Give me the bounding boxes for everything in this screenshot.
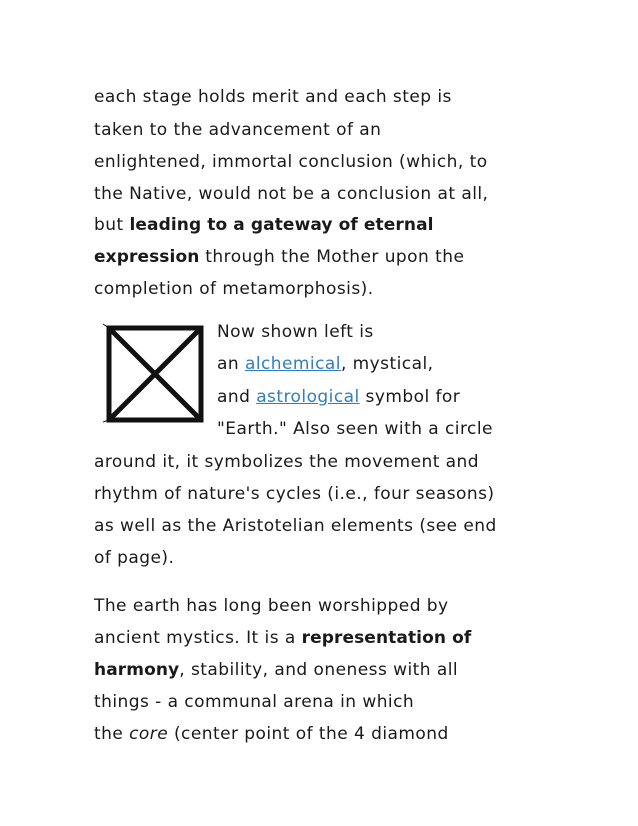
paragraph-2-line-4 xyxy=(217,417,493,441)
text: rhythm of nature's cycles (i.e., four seasons) xyxy=(94,484,495,504)
text: completion of metamorphosis). xyxy=(94,279,374,299)
paragraph-1-line-1 xyxy=(94,85,452,109)
text: each stage holds merit and each step is xyxy=(94,87,452,107)
alchemical-link[interactable]: alchemical xyxy=(244,354,341,374)
text: of page). xyxy=(94,548,175,568)
paragraph-2-line-7 xyxy=(94,514,497,538)
text: (center point of the 4 diamond xyxy=(168,724,449,744)
text: the Native, would not be a conclusion at all, xyxy=(94,184,489,204)
paragraph-2-line-1 xyxy=(217,320,374,344)
text: taken to the advancement of an xyxy=(94,120,382,140)
text: , mystical, xyxy=(340,354,434,374)
text: through the Mother upon the xyxy=(199,247,465,267)
paragraph-1-line-7 xyxy=(94,277,374,301)
paragraph-2-line-6 xyxy=(94,482,495,506)
text: around it, it symbolizes the movement and xyxy=(94,452,480,472)
text: The earth has long been worshipped by xyxy=(94,596,449,616)
paragraph-2-line-5 xyxy=(94,450,479,474)
paragraph-3-line-5 xyxy=(94,722,449,746)
text: Now shown left is xyxy=(217,322,374,342)
paragraph-1-line-4 xyxy=(94,182,488,206)
paragraph-3-line-1 xyxy=(94,594,449,618)
paragraph-3-line-4 xyxy=(94,690,414,714)
text: but xyxy=(94,215,130,235)
paragraph-2-line-2 xyxy=(217,352,433,376)
paragraph-3-line-2 xyxy=(94,626,471,650)
text: the xyxy=(94,724,130,744)
text: enlightened, immortal conclusion (which, to xyxy=(94,152,488,172)
astrological-link[interactable]: astrological xyxy=(256,387,360,407)
emphasis-text: harmony xyxy=(94,660,180,680)
emphasis-text: representation of xyxy=(301,628,472,648)
paragraph-1-line-5 xyxy=(94,213,434,237)
text: an xyxy=(217,354,245,374)
text: , stability, and oneness with all xyxy=(179,660,459,680)
text: ancient mystics. It is a xyxy=(94,628,302,648)
text: symbol for xyxy=(359,387,461,407)
emphasis-text: expression xyxy=(94,247,200,267)
text: and xyxy=(217,387,257,407)
paragraph-2-line-8 xyxy=(94,546,174,570)
paragraph-1-line-6 xyxy=(94,245,464,269)
paragraph-2-line-3 xyxy=(217,385,460,409)
paragraph-1-line-2 xyxy=(94,118,381,142)
text: things - a communal arena in which xyxy=(94,692,415,712)
text: as well as the Aristotelian elements (see end xyxy=(94,516,497,536)
paragraph-3-line-3 xyxy=(94,658,458,682)
italic-text: core xyxy=(129,724,169,744)
text: "Earth." Also seen with a circle xyxy=(217,419,493,439)
paragraph-1-line-3 xyxy=(94,150,488,174)
emphasis-text: leading to a gateway of eternal xyxy=(129,215,434,235)
earth-symbol-icon xyxy=(103,322,207,426)
